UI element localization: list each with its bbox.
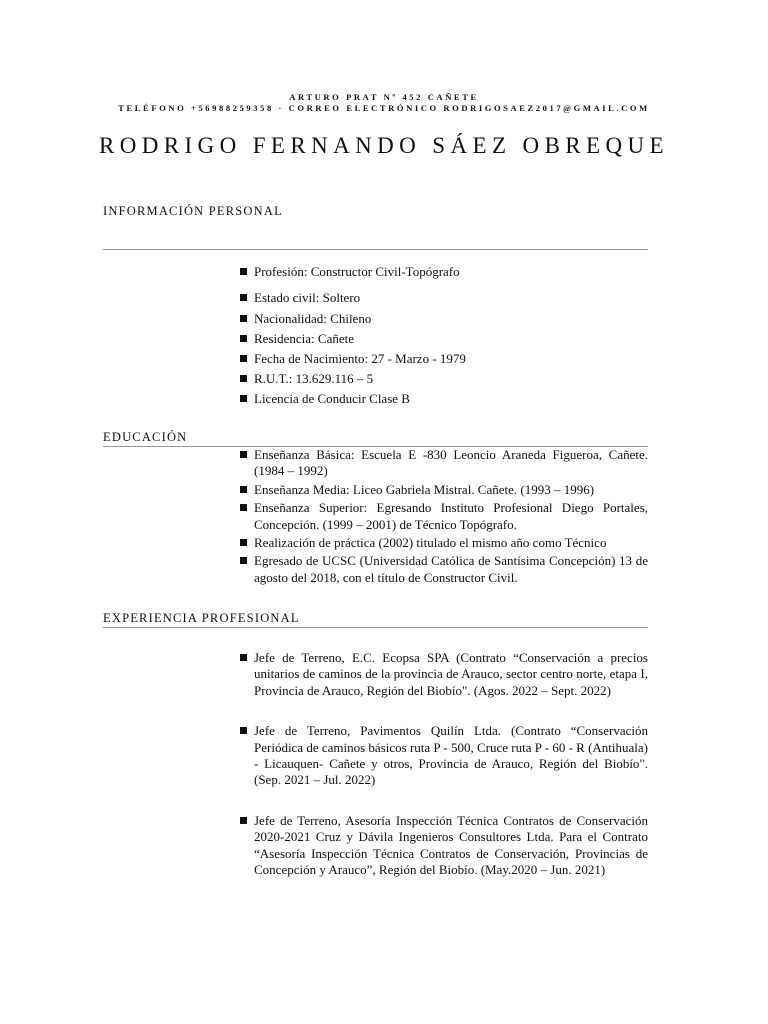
list-item-text: Realización de práctica (2002) titulado el mismo año como Técnico [254, 535, 607, 551]
square-bullet-icon [240, 294, 247, 301]
contact-address: ARTURO PRAT Nº 452 CAÑETE [289, 92, 479, 102]
section-title-experience: EXPERIENCIA PROFESIONAL [103, 611, 300, 625]
square-bullet-icon [240, 486, 247, 493]
list-item [240, 482, 648, 498]
list-item-text: Jefe de Terreno, E.C. Ecopsa SPA (Contrato “Conservación a precios unitarios de caminos de la provincia de Arauco, sector centro norte, etapa I, Provincia de Arauco, Región del Biobío". (Agos. 2022 – Sept. 2022) [254, 650, 648, 698]
section-title-personal: INFORMACIÓN PERSONAL [103, 204, 283, 218]
section-divider-personal [103, 249, 648, 250]
personal-info-list [240, 264, 648, 412]
list-item [240, 331, 648, 347]
list-item [240, 264, 648, 280]
square-bullet-icon [240, 395, 247, 402]
education-list [240, 447, 648, 588]
list-item-text: Enseñanza Media: Liceo Gabriela Mistral. Cañete. (1993 – 1996) [254, 481, 595, 497]
list-item [240, 311, 648, 327]
list-item-text: Estado civil: Soltero [254, 290, 361, 306]
square-bullet-icon [240, 451, 247, 458]
list-item-text: Enseñanza Básica: Escuela E -830 Leoncio Araneda Figueroa, Cañete. (1984 – 1992) [254, 447, 648, 479]
square-bullet-icon [240, 335, 247, 342]
list-item [240, 535, 648, 551]
list-item-text: Licencia de Conducir Clase B [254, 391, 410, 407]
list-item [240, 813, 648, 879]
list-item-text: Nacionalidad: Chileno [254, 310, 372, 326]
square-bullet-icon [240, 315, 247, 322]
list-item-text: R.U.T.: 13.629.116 – 5 [254, 371, 374, 387]
list-item [240, 447, 648, 480]
list-item-text: Residencia: Cañete [254, 330, 354, 346]
contact-phone-email: TELÉFONO +56988259358 · CORREO ELECTRÓNICO RODRIGOSAEZ2017@GMAIL.COM [118, 103, 650, 113]
list-item [240, 723, 648, 789]
list-item-text: Enseñanza Superior: Egresando Instituto Profesional Diego Portales, Concepción. (1999 – 2001) de Técnico Topógrafo. [254, 500, 648, 532]
section-divider-experience [103, 627, 648, 628]
section-title-education: EDUCACIÓN [103, 430, 188, 444]
list-item [240, 290, 648, 306]
list-item-text: Profesión: Constructor Civil-Topógrafo [254, 264, 460, 279]
list-item-text: Jefe de Terreno, Asesoría Inspección Técnica Contratos de Conservación 2020-2021 Cruz y Dávila Ingenieros Consultores Ltda. Para el Contrato “Asesoría Inspección Técnica Contratos de Conservación, Provincias de Concepción y Arauco”, Región del Biobío. (May.2020 – Jun. 2021) [254, 812, 648, 878]
list-item [240, 500, 648, 533]
square-bullet-icon [240, 539, 247, 546]
square-bullet-icon [240, 817, 247, 824]
experience-list [240, 650, 648, 902]
list-item-text: Fecha de Nacimiento: 27 - Marzo - 1979 [254, 351, 466, 367]
list-item [240, 391, 648, 407]
list-item [240, 351, 648, 367]
list-item-text: Jefe de Terreno, Pavimentos Quilín Ltda. (Contrato “Conservación Periódica de caminos básicos ruta P - 500, Cruce ruta P - 60 - R (Antihuala) - Licauquen- Cañete y otros, Provincia de Arauco, Región del Biobío". (Sep. 2021 – Jul. 2022) [254, 723, 648, 788]
candidate-name: RODRIGO FERNANDO SÁEZ OBREQUE [99, 133, 669, 158]
square-bullet-icon [240, 355, 247, 362]
square-bullet-icon [240, 557, 247, 564]
list-item [240, 371, 648, 387]
square-bullet-icon [240, 504, 247, 511]
square-bullet-icon [240, 268, 247, 275]
list-item [240, 650, 648, 699]
list-item-text: Egresado de UCSC (Universidad Católica de Santísima Concepción) 13 de agosto del 2018, con el título de Constructor Civil. [254, 553, 648, 585]
square-bullet-icon [240, 375, 247, 382]
square-bullet-icon [240, 654, 247, 661]
square-bullet-icon [240, 727, 247, 734]
list-item [240, 553, 648, 586]
